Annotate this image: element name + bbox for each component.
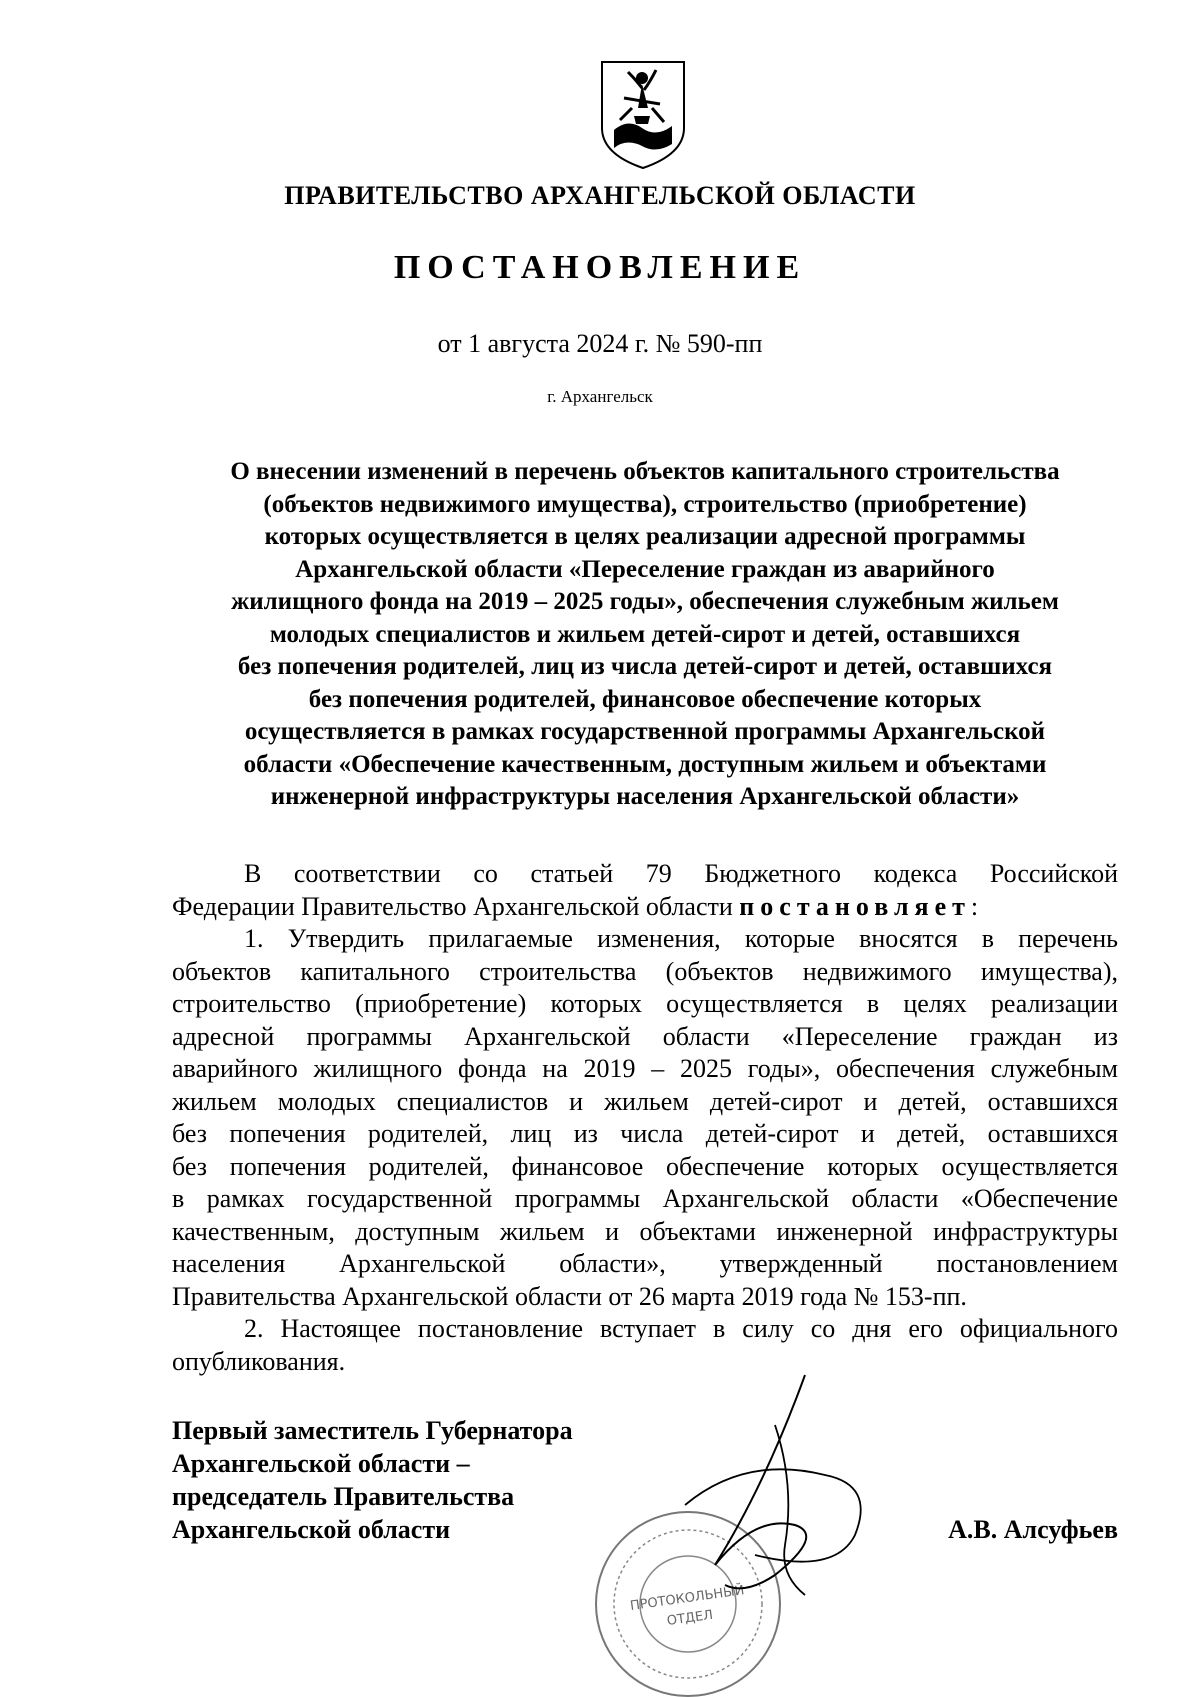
preamble-text: Федерации Правительство Архангельской области [172, 891, 740, 921]
stamp-text: ОТДЕЛ [666, 1607, 715, 1630]
item-1-line: 1. Утвердить прилагаемые изменения, которые вносятся в перечень [244, 924, 1118, 953]
signer-line: Архангельской области [172, 1515, 451, 1544]
coat-of-arms-icon [598, 58, 688, 170]
item-1-line: в рамках государственной программы Архангельской области «Обеспечение [172, 1184, 1118, 1213]
subject-line: которых осуществляется в целях реализации адресной программы [264, 523, 1026, 550]
document-subject [170, 456, 1120, 814]
subject-line: без попечения родителей, финансовое обеспечение которых [308, 685, 982, 713]
government-title: ПРАВИТЕЛЬСТВО АРХАНГЕЛЬСКОЙ ОБЛАСТИ [284, 181, 916, 210]
handwritten-signature [655, 1365, 885, 1615]
preamble-colon: : [970, 891, 979, 921]
item-2-line: опубликования. [172, 1346, 346, 1376]
signer-position [172, 1414, 573, 1546]
item-1-line: аварийного жилищного фонда на 2019 – 2025 годы», обеспечения служебным [172, 1054, 1118, 1083]
item-1-line: жильем молодых специалистов и жильем детей-сирот и детей, оставшихся [172, 1086, 1118, 1116]
document-type: ПОСТАНОВЛЕНИЕ [393, 249, 807, 286]
item-1-line: объектов капитального строительства (объектов недвижимого имущества), [172, 956, 1118, 986]
preamble-line: В соответствии со статьей 79 Бюджетного кодекса Российской [244, 859, 1118, 888]
preamble-line [172, 891, 1118, 924]
subject-line: (объектов недвижимого имущества), строительство (приобретение) [263, 490, 1027, 518]
subject-line: инженерной инфраструктуры населения Архангельской области» [270, 783, 1020, 810]
item-1-line: Правительства Архангельской области от 26 марта 2019 года № 153-пп. [172, 1281, 967, 1311]
item-1-line: без попечения родителей, финансовое обеспечение которых осуществляется [172, 1151, 1118, 1181]
signer-line: председатель Правительства [172, 1482, 515, 1511]
signer-line: Первый заместитель Губернатора [172, 1416, 573, 1445]
subject-line: области «Обеспечение качественным, доступным жильем и объектами [243, 750, 1047, 778]
item-1-line: качественным, доступным жильем и объектами инженерной инфраструктуры [172, 1216, 1118, 1246]
subject-line: без попечения родителей, лиц из числа детей-сирот и детей, оставшихся [237, 653, 1053, 680]
signer-name: А.В. Алсуфьев [948, 1515, 1118, 1544]
document-date-number: от 1 августа 2024 г. № 590-пп [437, 329, 763, 358]
signer-line: Архангельской области – [172, 1449, 470, 1478]
item-1-line: населения Архангельской области», утвержденный постановлением [172, 1249, 1118, 1278]
item-2-line: 2. Настоящее постановление вступает в силу со дня его официального [244, 1314, 1118, 1343]
item-1-line: без попечения родителей, лиц из числа детей-сирот и детей, оставшихся [172, 1119, 1118, 1148]
item-1-line: адресной программы Архангельской области «Переселение граждан из [172, 1021, 1118, 1051]
resolution-verb: постановляет [739, 891, 971, 921]
subject-line: Архангельской области «Переселение граждан из аварийного [295, 555, 995, 583]
subject-line: О внесении изменений в перечень объектов капитального строительства [230, 458, 1060, 485]
subject-line: осуществляется в рамках государственной программы Архангельской [244, 718, 1046, 745]
stamp-text: ПРОТОКОЛЬНЫЙ [629, 1583, 746, 1614]
subject-line: молодых специалистов и жильем детей-сирот и детей, оставшихся [269, 620, 1021, 648]
document-body [172, 858, 1118, 1378]
document-city: г. Архангельск [547, 387, 653, 406]
subject-line: жилищного фонда на 2019 – 2025 годы», обеспечения служебным жильем [231, 588, 1059, 615]
item-1-line: строительство (приобретение) которых осуществляется в целях реализации [172, 989, 1118, 1018]
